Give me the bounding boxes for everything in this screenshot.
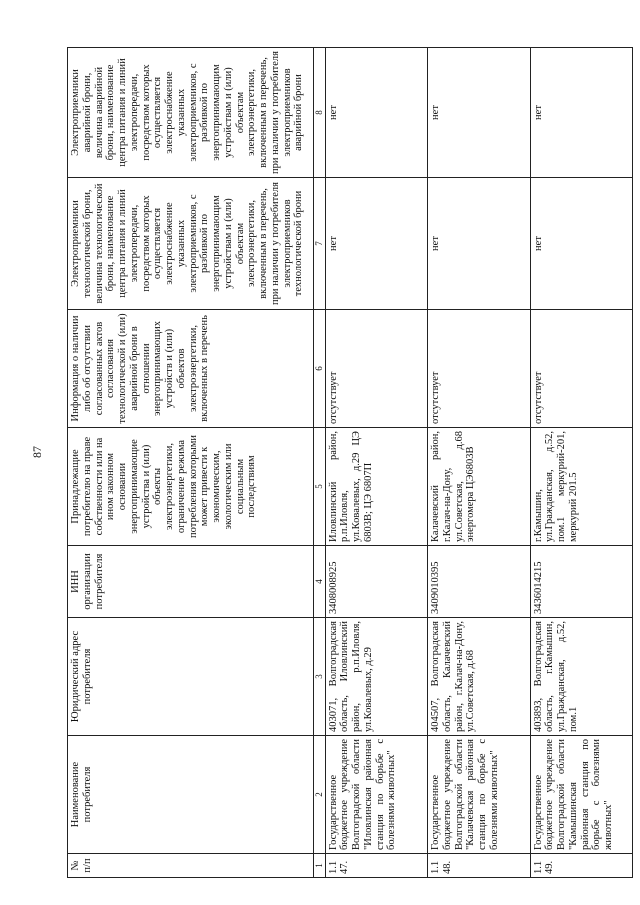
column-number: 2 [314,736,325,854]
inn-value: 3409010395 [428,546,530,618]
legal-address: 403071, Волгоградская область, Иловлинский район, р.п.Иловля, ул.Ковалевых, д.29 [325,618,427,736]
inn-value: 3436014215 [530,546,632,618]
consumer-name: Государственное бюджетное учреждение Волгоградской области "Камышинская районная станция по борьбе с болезнями животных" [530,736,632,854]
column-number: 6 [314,310,325,428]
header-consumer-name: Наименование потребителя [68,736,314,854]
table-header-row [68,48,314,878]
row-number: 1.149. [530,854,632,878]
document-table-container [67,48,633,878]
legal-address: 404507, Волгоградская область, Калачевский район, г.Калач-на-Дону, ул.Советская, д.68 [428,618,530,736]
header-reservation-info: Информация о наличии либо об отсутствии согласованных актов согласования технологической и (или) аварийной брони в отношении энергопринимающих устройств и (или) объектов электроэнергетики, включенных в перечень [68,310,314,428]
inn-value: 3408008925 [325,546,427,618]
page-number: 87 [30,446,44,458]
technological-reserve-value: нет [325,178,427,310]
technological-reserve-value: нет [530,178,632,310]
header-emergency-reserve: Электроприемники аварийной брони, величина аварийной брони, наименование центра питания и линий электропередачи, посредством которых осуществляется электроснабжение указанных электроприемников, с разбивкой по энергопринимающим устройствам и (или) объектам электроэнергетики, включенным в перечень, при наличии у потребителя электроприемников аварийной брони [68,48,314,178]
table-row [530,48,632,878]
column-number: 7 [314,178,325,310]
column-number-row [314,48,325,878]
reservation-info-value: отсутствует [530,310,632,428]
header-number: № п/п [68,854,314,878]
devices-value: Иловлинский район, р.п.Иловля, ул.Ковалевых, д.29 ЦЭ 6803В; ЦЭ 6807П [325,428,427,546]
column-number: 4 [314,546,325,618]
column-number: 1 [314,854,325,878]
header-legal-address: Юридический адрес потребителя [68,618,314,736]
table-row [428,48,530,878]
emergency-reserve-value: нет [325,48,427,178]
table-row [325,48,427,878]
header-technological-reserve: Электроприемники технологической брони, величина технологической брони, наименование центра питания и линий электропередачи, посредством которых осуществляется электроснабжение указанных электроприемников, с разбивкой по энергопринимающим устройствам и (или) объектам электроэнергетики, включенным в перечень, при наличии у потребителя электроприемников технологической брони [68,178,314,310]
header-devices: Принадлежащие потребителю на праве собственности или на ином законном основании энергопринимающие устройства и (или) объекты электроэнергетики, ограничение режима потребления которыми может привести к экономическим, экологическим или социальным последствиям [68,428,314,546]
column-number: 3 [314,618,325,736]
column-number: 8 [314,48,325,178]
devices-value: г.Камышин, ул.Гражданская, д.52, пом.1 меркурий-201, меркурий 201.5 [530,428,632,546]
technological-reserve-value: нет [428,178,530,310]
devices-value: Калачевский район, г.Калач-на-Дону, ул.Советская, д.68 энергомера ЦЭ6803В [428,428,530,546]
emergency-reserve-value: нет [530,48,632,178]
emergency-reserve-value: нет [428,48,530,178]
consumer-name: Государственное бюджетное учреждение Волгоградской области "Иловлинская районная станция по борьбе с болезнями животных" [325,736,427,854]
legal-address: 403893, Волгоградская область, г.Камышин, ул.Гражданская, д.52, пом.1 [530,618,632,736]
consumers-table [67,47,633,878]
row-number: 1.148. [428,854,530,878]
reservation-info-value: отсутствует [325,310,427,428]
reservation-info-value: отсутствует [428,310,530,428]
column-number: 5 [314,428,325,546]
consumer-name: Государственное бюджетное учреждение Волгоградской области "Калачевская районная станция по борьбе с болезнями животных" [428,736,530,854]
row-number: 1.147. [325,854,427,878]
header-inn: ИНН организации потребителя [68,546,314,618]
